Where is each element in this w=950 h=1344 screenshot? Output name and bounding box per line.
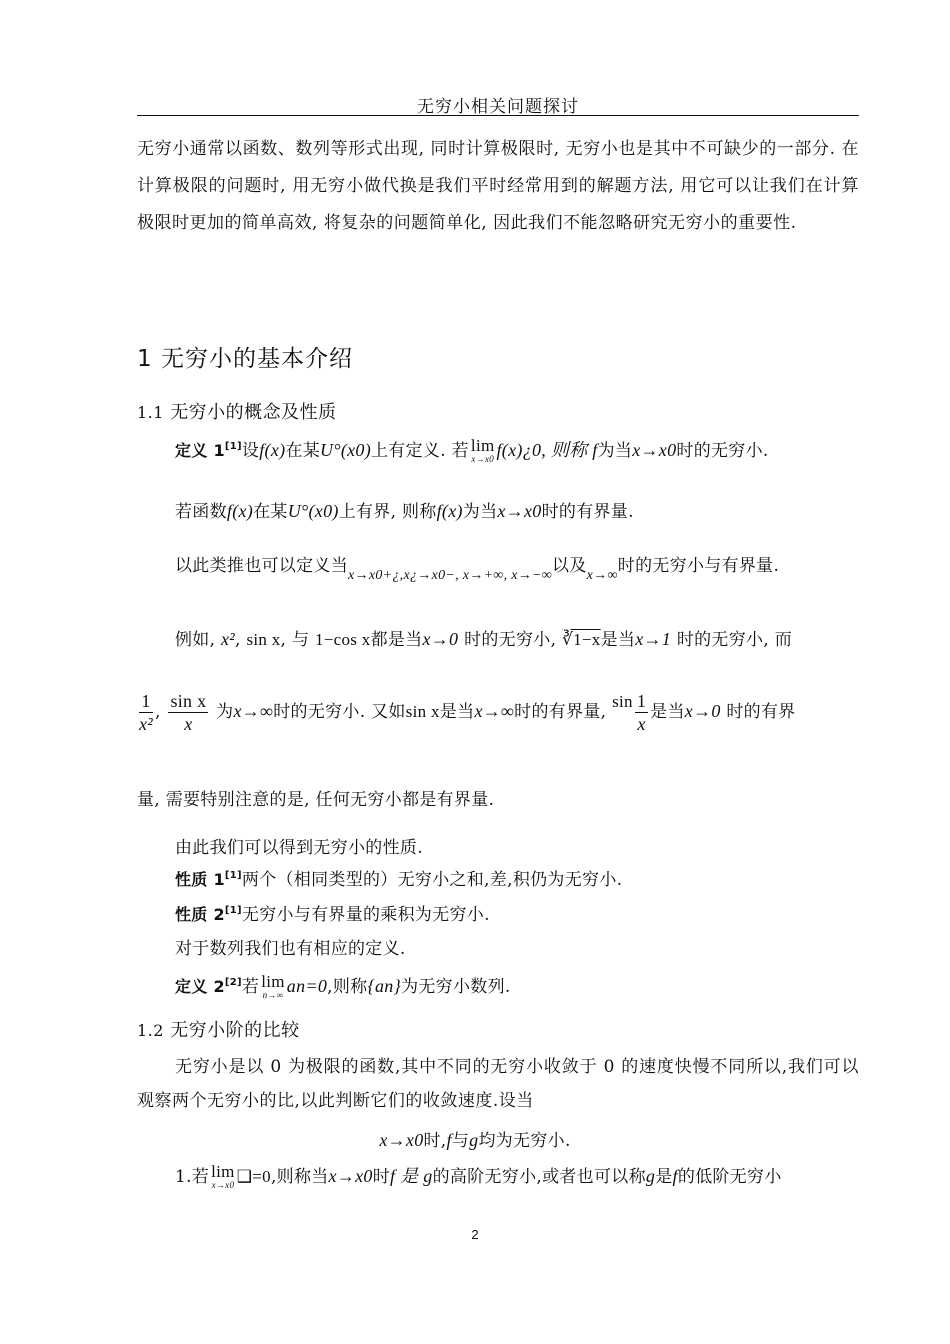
math-condition: x→∞ [233,701,274,721]
property-label: 性质 1 [175,870,225,889]
text: , [235,630,247,650]
lim-subscript: x→x0 [211,1180,235,1190]
section-title: 无穷小的概念及性质 [170,402,337,423]
property-1 [175,865,622,890]
sequence-intro: 对于数列我们也有相应的定义. [175,939,406,959]
math-condition: x→x0 [328,1166,373,1186]
math-symbol: f [672,1166,678,1186]
text: 两个（相同类型的）无穷小之和,差,积仍为无穷小. [241,870,623,890]
math-neighborhood: U°(x0) [320,440,371,460]
text: 时的无穷小. [676,441,769,461]
citation-ref: [1] [224,870,242,881]
lim-text: lim [261,972,285,991]
text: 为当 [597,441,633,461]
math-cube-root: ∛1−x [561,630,601,649]
section-heading-1: 1 无穷小的基本介绍 [137,346,353,372]
math-symbol: g [469,1130,479,1150]
limit-operator [211,1163,235,1190]
text: 时的有界量, [514,702,607,722]
analogy-line [175,551,779,584]
lim-subscript: n→∞ [262,990,284,1000]
centered-statement [0,1126,950,1151]
text: 例如, [175,630,222,650]
citation-ref: [1] [224,441,242,452]
math-condition: x→1 [635,629,672,649]
math-condition: x→x0 [497,501,542,521]
text: 以此类推也可以定义当 [175,556,348,576]
denominator: x² [139,714,153,734]
math-condition: x→x0 [379,1130,424,1150]
text: 为 [216,702,234,722]
text: 在某 [285,441,321,461]
math-term: sin x [405,702,440,721]
text: 的高阶无穷小,或者也可以称 [432,1167,646,1187]
property-2 [175,900,490,925]
text: 为无穷小数列. [401,977,511,997]
math-symbol: g [423,1166,433,1186]
lim-subscript: x→x0 [471,454,495,464]
math-fx: f(x) [436,501,463,521]
text: 上有界, 则称 [338,502,437,522]
intro-paragraph: 无穷小通常以函数、数列等形式出现, 同时计算极限时, 无穷小也是其中不可缺少的一部分. 在计算极限的问题时, 用无穷小做代换是我们平时经常用到的解题方法, 用它可以让我们在计算极限时更加的简单高效, 将复杂的问题简单化, 因此我们不能忽略研究无穷小的重要性. [137,139,859,233]
text: 设 [241,441,260,461]
definition-label: 定义 1 [175,441,225,460]
text: 时的无穷小与有界量. [617,556,780,576]
bounded-definition [175,497,634,522]
section-heading-1-2 [137,1016,300,1042]
text: 时的无穷小, [458,630,562,650]
math-symbol: f [446,1130,452,1150]
text: 是 [655,1167,673,1187]
text: 均为无穷小. [478,1131,571,1151]
section-heading-1-1 [137,398,337,424]
numerator: 1 [636,691,647,711]
math-function: sin [612,692,633,711]
definition-label: 定义 2 [175,977,225,996]
text: 时的有界 [720,702,796,722]
math-condition: x→0 [684,701,721,721]
header-rule [137,115,859,116]
text: 是 [395,1166,424,1186]
text: ,则称 [327,977,368,997]
math-condition: x→∞ [474,701,515,721]
math-term: x² [221,629,236,649]
text: 时, [423,1131,447,1151]
numerator: 1 [139,690,153,713]
text: 若 [241,977,260,997]
text: 为当 [462,502,498,522]
fraction [139,690,153,735]
example-line-1 [175,625,792,650]
text: 的低阶无穷小 [677,1167,782,1187]
math-term: sin x [246,630,281,649]
math-fx: f(x) [259,440,286,460]
math-fx: f(x) [226,501,254,521]
text: 在某 [253,502,288,522]
math-sequence: {an} [367,976,402,996]
denominator: x [184,714,193,734]
math-symbol: g [645,1166,656,1186]
math-condition: x→∞ [586,568,618,583]
text: 时的无穷小. 又如 [273,702,406,722]
example-line-2 [137,690,796,735]
fraction [635,690,648,735]
definition-1 [175,436,769,464]
text: , 与 [280,630,315,650]
text: 是当 [650,702,685,722]
text: 时的有界量. [541,502,634,522]
properties-intro: 由此我们可以得到无穷小的性质. [175,838,423,858]
running-header: 无穷小相关问题探讨 [417,97,579,117]
section-number: 1.2 [137,1021,164,1040]
text: 时 [372,1167,391,1187]
lim-text: lim [470,436,495,455]
definition-2 [175,972,511,1000]
text: 上有定义. 若 [371,441,469,461]
citation-ref: [2] [224,977,242,988]
text: , 则称 f [541,440,598,460]
math-term: 1−cos x [314,630,371,649]
text: 无穷小与有界量的乘积为无穷小. [241,905,490,925]
limit-operator [261,973,285,1000]
numerator: sin x [170,691,207,711]
denominator: x [637,714,646,734]
math-symbol: f [390,1166,396,1186]
text: 1.若 [175,1167,210,1187]
text: 是当 [600,630,636,650]
text: 若函数 [175,502,227,522]
text: , [155,702,161,722]
comparison-paragraph: 无穷小是以 0 为极限的函数,其中不同的无穷小收敛于 0 的速度快慢不同所以,我们可以观察两个无穷小的比,以此判断它们的收敛速度.设当 [137,1057,859,1111]
section-number: 1.1 [137,403,164,422]
lim-text: lim [211,1162,235,1181]
example-line-3: 量, 需要特别注意的是, 任何无穷小都是有界量. [137,790,495,810]
limit-operator [471,437,495,464]
property-label: 性质 2 [175,905,225,924]
text: 是当 [439,702,475,722]
math-condition: x→0 [422,629,459,649]
text: 时的无穷小, 而 [671,630,793,650]
math-expression: ❑=0 [236,1167,271,1186]
math-expression: f(x)¿0 [496,440,542,460]
text: 都是当 [370,630,423,650]
math-condition: x→x0 [632,440,677,460]
text: ,则称当 [270,1167,329,1187]
fraction [168,690,208,735]
citation-ref: [1] [224,905,242,916]
math-expression: an=0 [286,976,328,996]
page-number: 2 [471,1227,479,1242]
comparison-item-1 [175,1162,782,1190]
math-neighborhood: U°(x0) [287,501,339,521]
section-title: 无穷小阶的比较 [170,1020,300,1041]
text: 以及 [552,556,587,576]
math-limit-list: x→x0+¿,x¿→x0−, x→+∞, x→−∞ [348,568,553,583]
text: 与 [451,1131,470,1151]
